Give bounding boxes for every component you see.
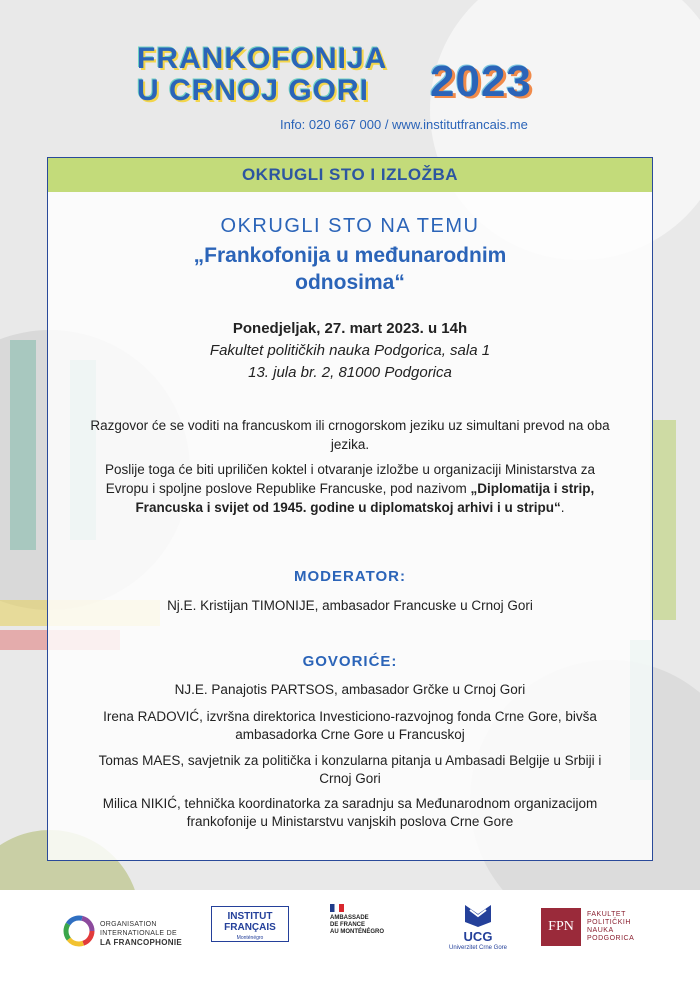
fpn-name	[587, 911, 634, 943]
amb-line-3: AU MONTÉNÉGRO	[330, 929, 384, 935]
event-frame	[47, 157, 653, 861]
fpn-line-2: POLITIČKIH	[587, 919, 631, 926]
bg-bar-teal	[10, 340, 36, 550]
bg-bar-green-right	[650, 420, 676, 620]
moderator-heading: MODERATOR:	[294, 568, 406, 585]
ucg-logo	[448, 902, 508, 960]
event-address: 13. jula br. 2, 81000 Podgorica	[248, 364, 452, 381]
fpn-mark: FPN	[541, 908, 581, 946]
if-line-3: Monténégro	[236, 935, 264, 941]
ucg-crest-icon	[463, 902, 493, 928]
embassy-name	[330, 915, 410, 936]
fpn-line-1: FAKULTET	[587, 911, 626, 918]
oif-ring-icon	[62, 914, 96, 948]
oif-name	[100, 920, 182, 947]
event-band	[48, 158, 652, 192]
speaker-item: Tomas MAES, savjetnik za politička i konzularna pitanja u Ambasadi Belgije u Srbiji i Crnoj Gori	[98, 753, 602, 786]
exhibition-note	[48, 460, 652, 517]
exhibition-note-end: .	[560, 500, 565, 515]
title-year: 2023	[430, 57, 532, 106]
fpn-line-3: NAUKA	[587, 927, 614, 934]
info-contact: Info: 020 667 000 / www.institutfrancais.me	[280, 117, 528, 132]
title-line-2: U CRNOJ GORI	[137, 74, 370, 107]
if-line-2: FRANÇAIS	[224, 922, 276, 933]
institut-francais-logo	[211, 906, 289, 942]
oif-line-3: LA FRANCOPHONIE	[100, 938, 182, 947]
title-line-1: FRANKOFONIJA	[137, 42, 388, 75]
language-note: Razgovor će se voditi na francuskom ili crnogorskom jeziku uz simultani prevod na oba jezika.	[90, 418, 610, 452]
fpn-line-4: PODGORICA	[587, 935, 635, 942]
amb-line-1: AMBASSADE	[330, 915, 369, 921]
speaker-item: Milica NIKIĆ, tehnička koordinatorka za saradnju sa Međunarodnom organizacijom frankofonije u Ministarstvu vanjskih poslova Crne Gore	[102, 796, 598, 829]
marianne-flag-icon	[330, 904, 344, 912]
exhibition-note-start: Poslije toga će biti upriličen koktel i otvaranje izložbe u organizaciji Ministarstva za Evropu i spoljne poslove Republike Francuske, pod nazivom	[105, 462, 595, 496]
ucg-subtitle: Univerzitet Crne Gore	[448, 945, 508, 951]
topic-title	[48, 242, 652, 296]
french-embassy-logo	[330, 904, 410, 954]
if-line-1: INSTITUT	[227, 911, 273, 922]
topic-title-line-1: „Frankofonija u međunarodnim	[193, 244, 507, 267]
topic-title-line-2: odnosima“	[295, 271, 405, 294]
speaker-item: Irena RADOVIĆ, izvršna direktorica Investiciono-razvojnog fonda Crne Gore, bivša ambasadorka Crne Gore u Francuskoj	[103, 709, 597, 742]
exhibition-title: „Diplomatija i strip, Francuska i svijet od 1945. godine u diplomatskoj arhivi i u stripu“	[135, 481, 595, 515]
header	[0, 0, 700, 140]
speaker-item: NJ.E. Panajotis PARTSOS, ambasador Grčke u Crnoj Gori	[174, 682, 526, 697]
oif-line-2: INTERNATIONALE DE	[100, 930, 177, 937]
event-venue: Fakultet političkih nauka Podgorica, sala 1	[209, 342, 491, 359]
partner-logos	[0, 890, 700, 990]
topic-intro: OKRUGLI STO NA TEMU	[220, 215, 480, 237]
amb-line-2: DE FRANCE	[330, 922, 366, 928]
event-date: Ponedjeljak, 27. mart 2023. u 14h	[232, 320, 468, 337]
event-band-label: OKRUGLI STO I IZLOŽBA	[241, 165, 459, 184]
oif-line-1: ORGANISATION	[100, 921, 157, 928]
ucg-name: UCG	[463, 929, 493, 944]
moderator-name: Nj.E. Kristijan TIMONIJE, ambasador Francuske u Crnoj Gori	[167, 598, 533, 613]
speakers-heading: GOVORIĆE:	[302, 653, 398, 670]
oif-logo	[62, 912, 182, 952]
fpn-logo	[541, 908, 651, 948]
